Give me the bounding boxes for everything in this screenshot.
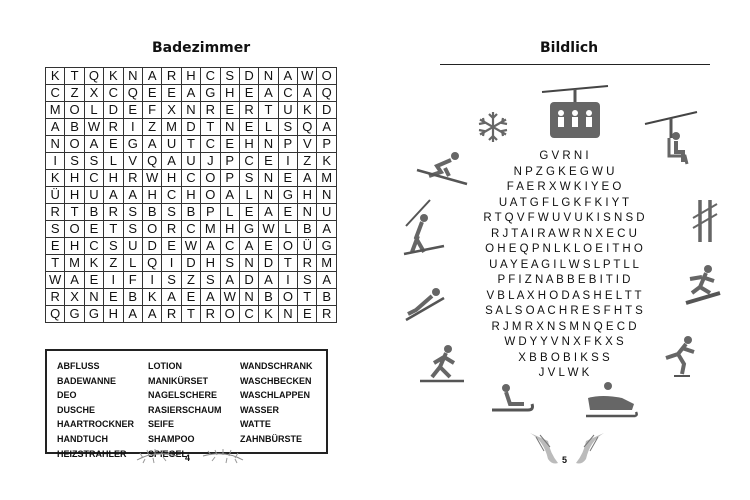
grid-cell: B [84,204,103,221]
grid-cell: N [239,255,258,272]
grid-cell: R [201,306,220,323]
grid-cell: H [181,187,200,204]
grid-cell: O [220,306,239,323]
bird-ornament-icon [522,423,612,473]
grid-cell: R [298,255,317,272]
grid-cell: R [239,102,258,119]
grid-cell: V [298,136,317,153]
left-page-title: Badezimmer [152,40,251,56]
grid-cell: T [278,255,297,272]
grid-cell: A [259,85,278,102]
grid-cell: A [162,289,181,306]
grid-cell: U [181,153,200,170]
grid-cell: C [84,170,103,187]
ski-jump-icon [402,282,448,326]
grid-cell: C [162,187,181,204]
puzzle-row: U A T G F L G K F K I Y T [498,196,630,209]
grid-cell: C [201,136,220,153]
grid-cell: R [201,102,220,119]
grid-cell: S [123,221,142,238]
grid-cell: A [317,119,336,136]
grid-cell: N [278,306,297,323]
grid-cell: G [84,306,103,323]
grid-cell: D [142,238,161,255]
grid-cell: T [201,119,220,136]
grid-cell: A [142,68,161,85]
grid-cell: I [46,153,65,170]
grid-cell: N [298,204,317,221]
puzzle-row: F A E R X W K I Y E O [506,181,622,193]
grid-cell: B [317,289,336,306]
grid-cell: S [123,204,142,221]
grid-cell: W [259,221,278,238]
grid-cell: R [317,306,336,323]
grid-cell: Q [46,306,65,323]
grid-cell: B [181,204,200,221]
word-list-item: NAGELSCHERE [148,390,218,401]
grid-cell: Q [142,153,161,170]
grid-cell: H [220,221,239,238]
grid-cell: N [239,289,258,306]
grid-cell: D [181,119,200,136]
grid-cell: D [104,102,123,119]
puzzle-row: R J T A I R A W R N X E C U [491,227,637,240]
grid-cell: S [220,255,239,272]
right-page-title: Bildlich [540,40,599,56]
grid-cell: X [162,102,181,119]
grid-cell: E [278,170,297,187]
grid-cell: B [65,119,84,136]
gondola-icon [540,82,610,140]
grid-cell: T [259,102,278,119]
grid-cell: E [123,102,142,119]
grid-cell: A [317,272,336,289]
grid-cell: S [201,272,220,289]
grid-cell: F [123,272,142,289]
grid-cell: L [278,221,297,238]
grid-cell: Q [298,119,317,136]
grid-cell: B [123,289,142,306]
grid-cell: C [239,306,258,323]
grid-cell: L [259,119,278,136]
grid-cell: A [220,272,239,289]
grid-cell: H [104,170,123,187]
word-list-item: WASSER [240,404,280,415]
grid-cell: S [46,221,65,238]
grid-cell: N [181,102,200,119]
grid-cell: I [162,255,181,272]
word-list-item: DEO [57,390,77,401]
snowflake-icon [476,110,510,144]
grid-cell: Z [104,255,123,272]
grid-row [46,204,337,221]
word-list-item: HEIZSTRAHLER [57,448,127,459]
grid-cell: E [278,204,297,221]
grid-cell: O [65,136,84,153]
grid-cell: C [201,68,220,85]
grid-cell: S [162,272,181,289]
grid-cell: N [259,68,278,85]
grid-cell: A [181,85,200,102]
grid-cell: G [278,187,297,204]
grid-cell: G [123,136,142,153]
grid-cell: M [317,170,336,187]
grid-cell: L [239,187,258,204]
ice-skater-icon [658,334,702,378]
grid-row [46,85,337,102]
word-list-item: WANDSCHRANK [240,361,313,371]
grid-cell: O [142,221,161,238]
grid-cell: R [46,289,65,306]
grid-cell: E [142,85,161,102]
grid-cell: H [65,238,84,255]
grid-cell: O [201,187,220,204]
grid-row [46,238,337,255]
grid-cell: E [259,153,278,170]
grid-cell: M [201,221,220,238]
grid-cell: I [278,153,297,170]
grid-cell: H [162,170,181,187]
word-list-item: WASCHBECKEN [240,375,312,386]
grid-row [46,221,337,238]
grid-cell: R [46,204,65,221]
crossed-skis-icon [690,198,720,244]
word-list-column-3 [240,359,313,447]
grid-cell: C [46,85,65,102]
grid-cell: C [220,238,239,255]
grid-cell: P [220,170,239,187]
grid-cell: E [220,136,239,153]
grid-cell: H [239,136,258,153]
word-list-item: WASCHLAPPEN [240,390,311,401]
grid-cell: H [201,255,220,272]
grid-row [46,153,337,170]
grid-cell: E [104,136,123,153]
grid-cell: U [84,187,103,204]
cross-country-skier-icon [418,343,466,387]
grid-cell: D [239,272,258,289]
grid-cell: N [259,136,278,153]
grid-cell: H [104,306,123,323]
grid-row [46,170,337,187]
grid-cell: P [317,136,336,153]
grid-cell: A [317,221,336,238]
grid-cell: G [201,85,220,102]
grid-cell: T [65,68,84,85]
grid-cell: C [278,85,297,102]
grid-cell: E [104,289,123,306]
grid-cell: B [142,204,161,221]
sledder-icon [488,382,536,418]
grid-cell: D [317,102,336,119]
grid-cell: A [142,306,161,323]
grid-cell: A [104,187,123,204]
grid-cell: A [162,153,181,170]
grid-cell: Q [142,255,161,272]
grid-cell: A [201,238,220,255]
snowboarder-icon [682,263,724,309]
grid-cell: A [239,238,258,255]
grid-row [46,119,337,136]
grid-cell: Q [123,85,142,102]
grid-cell: S [278,119,297,136]
grid-cell: I [142,272,161,289]
grid-cell: H [181,68,200,85]
grid-cell: S [220,68,239,85]
grid-cell: M [65,255,84,272]
snowmobile-icon [582,380,640,420]
grid-cell: O [278,238,297,255]
grid-cell: E [181,289,200,306]
grid-cell: L [84,102,103,119]
grid-cell: S [65,153,84,170]
word-list-item: ABFLUSS [57,361,100,371]
grid-cell: W [84,119,103,136]
grid-cell: T [46,255,65,272]
grid-cell: A [220,187,239,204]
word-list-item: LOTION [148,361,182,371]
word-list-item: SPIEGEL [148,448,188,459]
grid-cell: S [104,238,123,255]
grid-cell: K [84,255,103,272]
grid-cell: R [104,119,123,136]
left-page-number: 4 [185,453,191,463]
grid-cell: G [317,238,336,255]
grid-cell: Q [84,68,103,85]
puzzle-row: V B L A X H O D A S H E L T T [486,289,642,302]
puzzle-row: W D Y Y V N X F K X S [504,336,624,348]
grid-cell: D [181,255,200,272]
grid-cell: B [298,221,317,238]
puzzle-row: R T Q V F W U V U K I S N S D [483,212,645,224]
grid-row [46,289,337,306]
grid-cell: Ü [298,238,317,255]
grid-cell: E [239,119,258,136]
grid-cell: T [65,204,84,221]
right-page-number: 5 [562,455,568,465]
grid-row [46,102,337,119]
grid-cell: A [123,187,142,204]
grid-cell: M [317,255,336,272]
grid-cell: L [104,153,123,170]
grid-cell: A [259,204,278,221]
grid-cell: M [46,102,65,119]
grid-cell: X [84,85,103,102]
grid-cell: G [65,306,84,323]
grid-cell: W [142,170,161,187]
grid-cell: R [162,221,181,238]
grid-cell: W [181,238,200,255]
grid-cell: S [239,170,258,187]
grid-cell: I [123,119,142,136]
grid-cell: C [239,153,258,170]
word-list-item: SEIFE [148,419,175,430]
grid-cell: S [84,153,103,170]
grid-cell: O [65,221,84,238]
grid-cell: K [46,170,65,187]
word-list-item: DUSCHE [57,404,96,415]
grid-cell: O [65,102,84,119]
grid-cell: N [259,187,278,204]
grid-row [46,136,337,153]
grid-cell: A [201,289,220,306]
grid-cell: K [142,289,161,306]
grid-cell: R [104,204,123,221]
grid-cell: T [104,221,123,238]
grid-cell: T [298,289,317,306]
puzzle-row: R J M R X N S M N Q E C D [491,320,637,333]
grid-cell: N [220,119,239,136]
word-list-box [45,349,328,459]
grid-cell: E [84,272,103,289]
grid-cell: E [46,238,65,255]
grid-cell: S [298,272,317,289]
grid-cell: N [317,187,336,204]
grid-cell: W [220,289,239,306]
grid-cell: T [181,136,200,153]
grid-cell: E [162,85,181,102]
grid-cell: Z [65,85,84,102]
grid-row [46,272,337,289]
grid-cell: E [239,204,258,221]
puzzle-row: G V R N I [539,150,589,162]
grid-cell: R [162,68,181,85]
grid-cell: O [278,289,297,306]
grid-cell: E [220,102,239,119]
grid-cell: I [104,272,123,289]
skier-icon [415,150,473,186]
word-list-column-1 [57,359,134,461]
grid-cell: Z [298,153,317,170]
grid-cell: T [181,306,200,323]
grid-cell: K [317,153,336,170]
word-search-grid [45,67,337,323]
grid-cell: I [278,272,297,289]
grid-cell: E [298,306,317,323]
title-underline [440,64,710,65]
puzzle-row: U A Y E A G I L W S L P T L L [489,258,639,271]
grid-cell: Z [142,119,161,136]
chairlift-icon [643,108,699,166]
grid-cell: A [142,136,161,153]
grid-cell: S [162,204,181,221]
grid-cell: L [123,255,142,272]
grid-cell: C [104,85,123,102]
grid-cell: A [65,272,84,289]
word-list-item: MANIKÜRSET [148,375,208,386]
grid-cell: D [239,68,258,85]
grid-cell: A [84,136,103,153]
grid-cell: E [162,238,181,255]
word-list-item: SHAMPOO [148,433,195,444]
puzzle-row: X B B O B I K S S [518,351,610,364]
grid-cell: C [181,221,200,238]
grid-cell: B [259,289,278,306]
grid-row [46,255,337,272]
grid-row [46,68,337,85]
grid-cell: D [259,255,278,272]
grid-cell: C [84,238,103,255]
grid-row [46,306,337,323]
word-list-item: WATTE [240,419,271,430]
grid-cell: N [259,170,278,187]
grid-cell: H [65,170,84,187]
grid-cell: V [123,153,142,170]
grid-cell: U [123,238,142,255]
grid-cell: M [162,119,181,136]
puzzle-row: S A L S O A C H R E S F H T S [485,305,643,317]
grid-cell: A [278,68,297,85]
grid-cell: A [259,272,278,289]
grid-cell: K [298,102,317,119]
word-list-item: HANDTUCH [57,433,108,444]
word-list-item: HAARTROCKNER [57,419,134,430]
grid-cell: A [123,306,142,323]
grid-cell: X [65,289,84,306]
grid-cell: W [46,272,65,289]
grid-cell: J [201,153,220,170]
grid-cell: F [142,102,161,119]
grid-cell: Z [181,272,200,289]
grid-cell: A [298,85,317,102]
grid-cell: C [181,170,200,187]
grid-cell: E [239,85,258,102]
puzzle-row: O H E Q P N L K L O E I T H O [485,243,643,255]
grid-cell: U [162,136,181,153]
grid-cell: E [259,238,278,255]
grid-cell: P [201,204,220,221]
grid-cell: G [239,221,258,238]
grid-cell: H [220,85,239,102]
grid-cell: H [142,187,161,204]
grid-cell: H [65,187,84,204]
grid-cell: A [46,119,65,136]
grid-cell: H [298,187,317,204]
ski-jumper-icon [400,196,448,262]
grid-cell: Q [317,85,336,102]
puzzle-row: P F I Z N A B B E B I T I D [497,274,631,286]
grid-cell: K [259,306,278,323]
puzzle-row: N P Z G K E G W U [513,165,615,178]
grid-cell: N [123,68,142,85]
word-list-item: RASIERSCHAUM [148,404,222,415]
grid-cell: R [123,170,142,187]
grid-cell: N [46,136,65,153]
grid-row [46,187,337,204]
grid-cell: K [46,68,65,85]
grid-cell: Ü [46,187,65,204]
grid-cell: N [84,289,103,306]
grid-cell: K [104,68,123,85]
grid-cell: A [298,170,317,187]
word-list-item: BADEWANNE [57,375,117,386]
grid-cell: P [220,153,239,170]
grid-cell: O [201,170,220,187]
puzzle-row: J V L W K [538,367,590,379]
grid-cell: R [162,306,181,323]
word-list-item: ZAHNBÜRSTE [240,433,302,444]
grid-cell: P [278,136,297,153]
grid-cell: W [298,68,317,85]
grid-cell: E [84,221,103,238]
grid-cell: O [317,68,336,85]
grid-cell: L [220,204,239,221]
grid-cell: U [278,102,297,119]
grid-cell: U [317,204,336,221]
